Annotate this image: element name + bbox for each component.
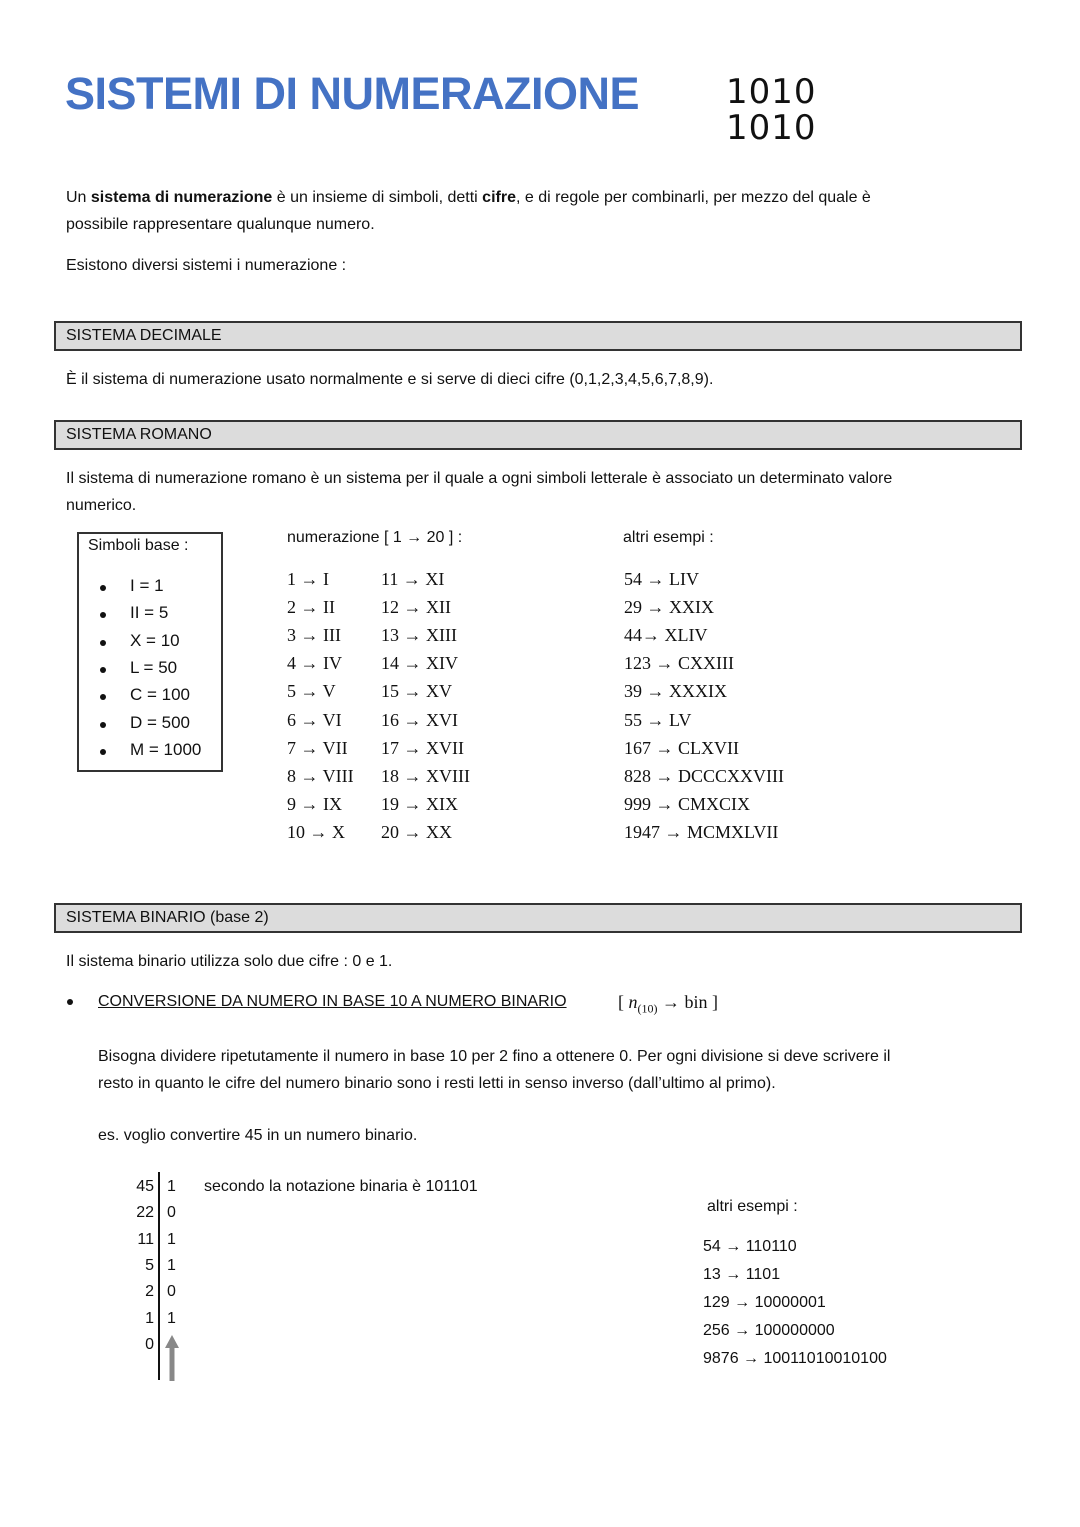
roman-number-item: 1 → I xyxy=(287,569,329,589)
roman-number-item: 17 → XVII xyxy=(381,737,464,758)
binary-example-item: 256 → 100000000 xyxy=(703,1322,835,1339)
roman-example-item: 39 → XXXIX xyxy=(624,681,727,702)
roman-number-item: 14 → XIV xyxy=(381,653,458,674)
roman-examples-title: altri esempi : xyxy=(623,529,714,546)
bullet-icon xyxy=(100,640,106,646)
roman-example-item: 54 → LIV xyxy=(624,569,699,589)
roman-number-item: 4 → IV xyxy=(287,653,342,674)
quotient: 11 xyxy=(137,1230,154,1248)
symbol-item: I = 1 xyxy=(130,576,164,595)
quotient: 2 xyxy=(145,1283,154,1301)
remainder: 1 xyxy=(167,1256,176,1274)
quotient: 0 xyxy=(145,1335,154,1353)
roman-number-item: 6 → VI xyxy=(287,709,342,730)
roman-example-item: 167 → CLXVII xyxy=(624,737,739,758)
conversion-example: es. voglio convertire 45 in un numero binario. xyxy=(98,1127,418,1144)
binary-example-item: 9876 → 10011010010100 xyxy=(703,1350,887,1367)
section-header-romano: SISTEMA ROMANO xyxy=(54,420,1022,450)
section-header-decimale: SISTEMA DECIMALE xyxy=(54,321,1022,351)
roman-number-item: 12 → XII xyxy=(381,597,451,618)
bullet-icon xyxy=(100,667,106,673)
remainder: 0 xyxy=(167,1204,176,1222)
symbol-item: L = 50 xyxy=(130,657,178,677)
binary-logo-icon: 1010 1010 xyxy=(726,72,817,148)
roman-example-item: 123 → CXXIII xyxy=(624,653,734,674)
roman-number-item: 13 → XIII xyxy=(381,625,457,646)
binary-example-item: 129 → 10000001 xyxy=(703,1294,826,1311)
roman-number-item: 3 → III xyxy=(287,625,341,646)
roman-number-item: 18 → XVIII xyxy=(381,765,470,786)
remainder: 1 xyxy=(167,1230,176,1248)
division-line xyxy=(158,1172,160,1380)
bullet-icon xyxy=(100,722,106,728)
roman-number-item: 16 → XVI xyxy=(381,709,458,730)
roman-number-item: 20 → XX xyxy=(381,821,452,842)
binary-examples-title: altri esempi : xyxy=(707,1198,798,1215)
symbol-item: M = 1000 xyxy=(130,739,202,759)
bullet-icon xyxy=(67,999,73,1005)
roman-example-item: 29 → XXIX xyxy=(624,597,714,618)
quotient: 5 xyxy=(145,1256,154,1274)
numbering-title: numerazione [ 1 → 20 ] : xyxy=(287,529,463,546)
remainder: 0 xyxy=(167,1283,176,1301)
bullet-icon xyxy=(100,749,106,755)
quotient: 45 xyxy=(136,1178,154,1195)
roman-number-item: 8 → VIII xyxy=(287,765,354,786)
romano-text-1: Il sistema di numerazione romano è un sistema per il quale a ogni simboli letterale è associato un determinato valore xyxy=(66,470,893,487)
symbols-box xyxy=(77,532,223,772)
conversion-formula: [ $n_{(10)}$ → bin ] xyxy=(618,992,718,1016)
intro-line-1: Un sistema di numerazione è un insieme di simboli, detti cifre, e di regole per combinarli, per mezzo del quale è xyxy=(66,189,871,206)
bullet-icon xyxy=(100,585,106,591)
roman-example-item: 999 → CMXCIX xyxy=(624,793,751,814)
binario-text: Il sistema binario utilizza solo due cifre : 0 e 1. xyxy=(66,953,393,970)
quotient: 22 xyxy=(136,1204,154,1222)
conversion-desc-2: resto in quanto le cifre del numero binario sono i resti letti in senso inverso (dall’ultimo al primo). xyxy=(98,1075,776,1092)
roman-number-item: 10 → X xyxy=(287,821,345,842)
roman-number-item: 9 → IX xyxy=(287,793,342,814)
binary-example-item: 13 → 1101 xyxy=(703,1266,781,1283)
intro-line-2: possibile rappresentare qualunque numero. xyxy=(66,216,375,233)
conversion-title: CONVERSIONE DA NUMERO IN BASE 10 A NUMERO BINARIO xyxy=(98,993,567,1010)
page-title: SISTEMI DI NUMERAZIONE xyxy=(65,68,640,119)
roman-example-item: 828 → DCCCXXVIII xyxy=(624,765,784,786)
up-arrow-icon xyxy=(164,1334,180,1382)
conversion-desc-1: Bisogna dividere ripetutamente il numero in base 10 per 2 fino a ottenere 0. Per ogni divisione si deve scrivere il xyxy=(98,1048,891,1065)
symbol-item: C = 100 xyxy=(130,685,191,705)
remainder: 1 xyxy=(167,1309,176,1327)
symbols-title: Simboli base : xyxy=(88,537,189,554)
intro-line-3: Esistono diversi sistemi i numerazione : xyxy=(66,257,347,274)
roman-number-item: 7 → VII xyxy=(287,737,348,758)
quotient: 1 xyxy=(145,1309,154,1327)
roman-number-item: 19 → XIX xyxy=(381,793,458,814)
section-header-binario: SISTEMA BINARIO (base 2) xyxy=(54,903,1022,933)
symbol-item: II = 5 xyxy=(130,603,169,623)
binary-example-item: 54 → 110110 xyxy=(703,1238,797,1255)
roman-example-item: 1947 → MCMXLVII xyxy=(624,821,779,842)
romano-text-2: numerico. xyxy=(66,497,137,514)
roman-number-item: 15 → XV xyxy=(381,681,452,702)
decimale-text: È il sistema di numerazione usato normalmente e si serve di dieci cifre (0,1,2,3,4,5,6,7,8,9). xyxy=(66,371,714,388)
roman-example-item: 55 → LV xyxy=(624,709,692,730)
roman-number-item: 11 → XI xyxy=(381,569,445,589)
roman-example-item: 44→ XLIV xyxy=(624,625,708,646)
symbol-item: X = 10 xyxy=(130,630,180,650)
symbol-item: D = 500 xyxy=(130,712,191,732)
roman-number-item: 2 → II xyxy=(287,597,335,618)
roman-number-item: 5 → V xyxy=(287,681,336,702)
binary-result: secondo la notazione binaria è 101101 xyxy=(204,1178,478,1195)
remainder: 1 xyxy=(167,1178,176,1195)
